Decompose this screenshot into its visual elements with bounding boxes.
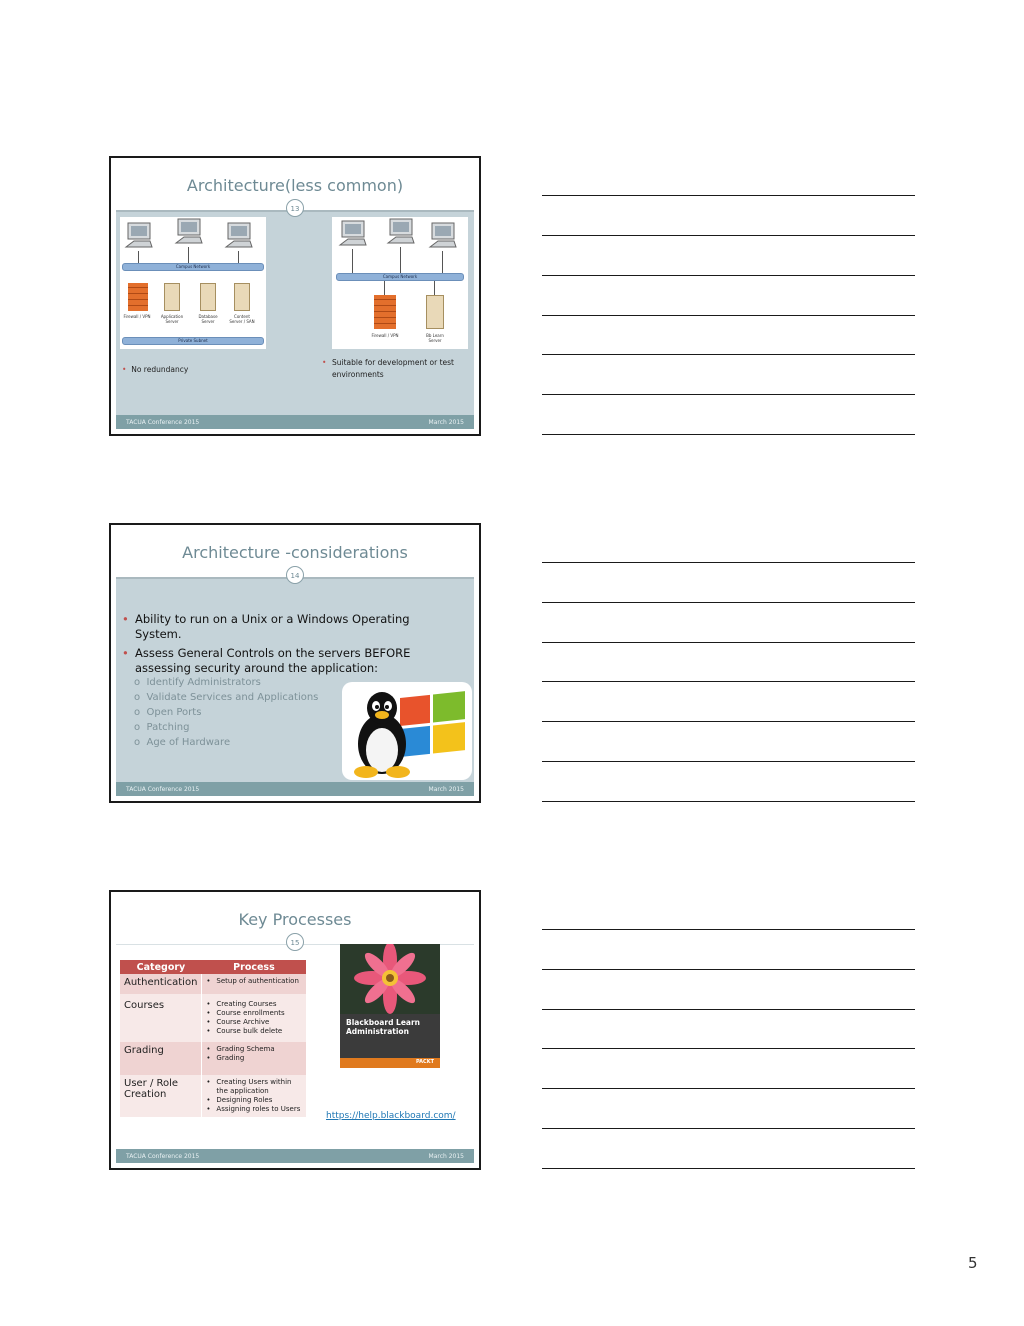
- process-item: • Grading: [216, 1054, 302, 1063]
- process-item: • Setup of authentication: [216, 977, 302, 986]
- campus-network-bar: Campus Network: [122, 263, 264, 271]
- bullet-text: Assess General Controls on the servers BEFORE assessing security around the application:: [135, 646, 411, 675]
- node-label: Content Server / SAN: [229, 314, 255, 324]
- server-icon: [234, 283, 250, 311]
- category-cell: User / Role Creation: [120, 1075, 202, 1117]
- bullet-text: Ability to run on a Unix or a Windows Operating System.: [135, 612, 410, 641]
- blackboard-help-link[interactable]: https://help.blackboard.com/: [326, 1111, 456, 1121]
- sub-bullet-text: Open Ports: [146, 707, 202, 718]
- process-item: • Designing Roles: [216, 1096, 302, 1105]
- slide-number: 15: [286, 933, 304, 951]
- category-cell: Courses: [120, 994, 202, 1042]
- slide-number: 13: [286, 199, 304, 217]
- sub-bullet: o Age of Hardware: [134, 737, 231, 748]
- slide-footer: [116, 415, 474, 429]
- architecture-diagram-right: [332, 217, 468, 349]
- notes-line: [542, 929, 915, 930]
- process-cell: [202, 1075, 306, 1117]
- process-cell: [202, 974, 306, 994]
- bullet-left: • No redundancy: [122, 365, 189, 374]
- sub-bullet: o Identify Administrators: [134, 677, 261, 688]
- linux-windows-logo: [342, 682, 472, 780]
- firewall-icon: [374, 295, 396, 329]
- notes-line: [542, 1088, 915, 1089]
- footer-right: March 2015: [428, 419, 464, 426]
- notes-line: [542, 761, 915, 762]
- bullet-item: • Assess General Controls on the servers BEFORE assessing security around the application:: [124, 646, 414, 676]
- computer-icon: [174, 217, 204, 247]
- footer-left: TACUA Conference 2015: [126, 1153, 200, 1160]
- notes-line: [542, 1128, 915, 1129]
- table-header: Category: [120, 960, 202, 974]
- notes-line: [542, 195, 915, 196]
- slide-14: [109, 523, 481, 803]
- flower-image: [340, 944, 440, 1068]
- notes-line: [542, 681, 915, 682]
- footer-right: March 2015: [428, 1153, 464, 1160]
- computer-icon: [386, 217, 416, 247]
- sub-bullet-text: Identify Administrators: [146, 677, 261, 688]
- notes-line: [542, 315, 915, 316]
- server-icon: [426, 295, 444, 329]
- slide-title: Architecture -considerations: [182, 543, 408, 562]
- sub-bullet-text: Patching: [146, 722, 190, 733]
- process-item: • Course enrollments: [216, 1009, 302, 1018]
- campus-network-bar: Campus Network: [336, 273, 464, 281]
- process-cell: [202, 1042, 306, 1075]
- category-cell: Authentication: [120, 974, 202, 994]
- book-cover: [340, 944, 440, 1068]
- table-row: [120, 994, 306, 1042]
- notes-line: [542, 1009, 915, 1010]
- bullet-text: No redundancy: [131, 365, 189, 374]
- computer-icon: [124, 221, 154, 251]
- node-label: Application Server: [160, 314, 184, 324]
- server-icon: [164, 283, 180, 311]
- notes-line: [542, 1048, 915, 1049]
- process-item: • Creating Users within the application: [216, 1078, 302, 1096]
- node-label: Firewall / VPN: [123, 314, 151, 319]
- computer-icon: [338, 219, 368, 249]
- sub-bullet: o Patching: [134, 722, 190, 733]
- slide-title: Architecture(less common): [186, 176, 404, 195]
- server-icon: [200, 283, 216, 311]
- page-number: 5: [968, 1254, 978, 1272]
- process-item: • Grading Schema: [216, 1045, 302, 1054]
- firewall-icon: [128, 283, 148, 311]
- table-row: [120, 1075, 306, 1117]
- footer-right: March 2015: [428, 786, 464, 793]
- key-processes-table: [120, 960, 306, 1117]
- slide-footer: [116, 782, 474, 796]
- slide-title: Key Processes: [238, 910, 352, 929]
- node-label: Firewall / VPN: [371, 333, 399, 338]
- notes-line: [542, 969, 915, 970]
- process-cell: [202, 994, 306, 1042]
- sub-bullet: o Open Ports: [134, 707, 202, 718]
- sub-bullet: o Validate Services and Applications: [134, 692, 319, 703]
- sub-bullet-text: Validate Services and Applications: [146, 692, 319, 703]
- notes-line: [542, 801, 915, 802]
- notes-line: [542, 434, 915, 435]
- book-title: Blackboard Learn Administration: [346, 1018, 421, 1036]
- notes-line: [542, 642, 915, 643]
- notes-line: [542, 1168, 915, 1169]
- slide-15: [109, 890, 481, 1170]
- notes-line: [542, 562, 915, 563]
- table-header: Process: [202, 960, 306, 974]
- computer-icon: [428, 221, 458, 251]
- table-row: [120, 974, 306, 994]
- category-cell: Grading: [120, 1042, 202, 1075]
- footer-left: TACUA Conference 2015: [126, 419, 200, 426]
- node-label: Bb Learn Server: [426, 333, 444, 343]
- sub-bullet-text: Age of Hardware: [146, 737, 231, 748]
- computer-icon: [224, 221, 254, 251]
- book-publisher: PACKT: [415, 1059, 434, 1065]
- process-item: • Creating Courses: [216, 1000, 302, 1009]
- footer-left: TACUA Conference 2015: [126, 786, 200, 793]
- notes-line: [542, 275, 915, 276]
- table-row: [120, 1042, 306, 1075]
- notes-line: [542, 354, 915, 355]
- slide-13: [109, 156, 481, 436]
- process-item: • Course Archive: [216, 1018, 302, 1027]
- notes-line: [542, 602, 915, 603]
- slide-footer: [116, 1149, 474, 1163]
- bullet-item: • Ability to run on a Unix or a Windows Operating System.: [124, 612, 414, 642]
- bullet-text: Suitable for development or test environments: [332, 358, 454, 379]
- notes-line: [542, 394, 915, 395]
- process-item: • Assigning roles to Users: [216, 1105, 302, 1114]
- notes-line: [542, 721, 915, 722]
- slide-number: 14: [286, 566, 304, 584]
- process-item: • Course bulk delete: [216, 1027, 302, 1036]
- architecture-diagram-left: [120, 217, 266, 349]
- notes-line: [542, 235, 915, 236]
- bullet-right: • Suitable for development or test environments: [322, 357, 472, 381]
- node-label: Database Server: [198, 314, 218, 324]
- private-subnet-bar: Private Subnet: [122, 337, 264, 345]
